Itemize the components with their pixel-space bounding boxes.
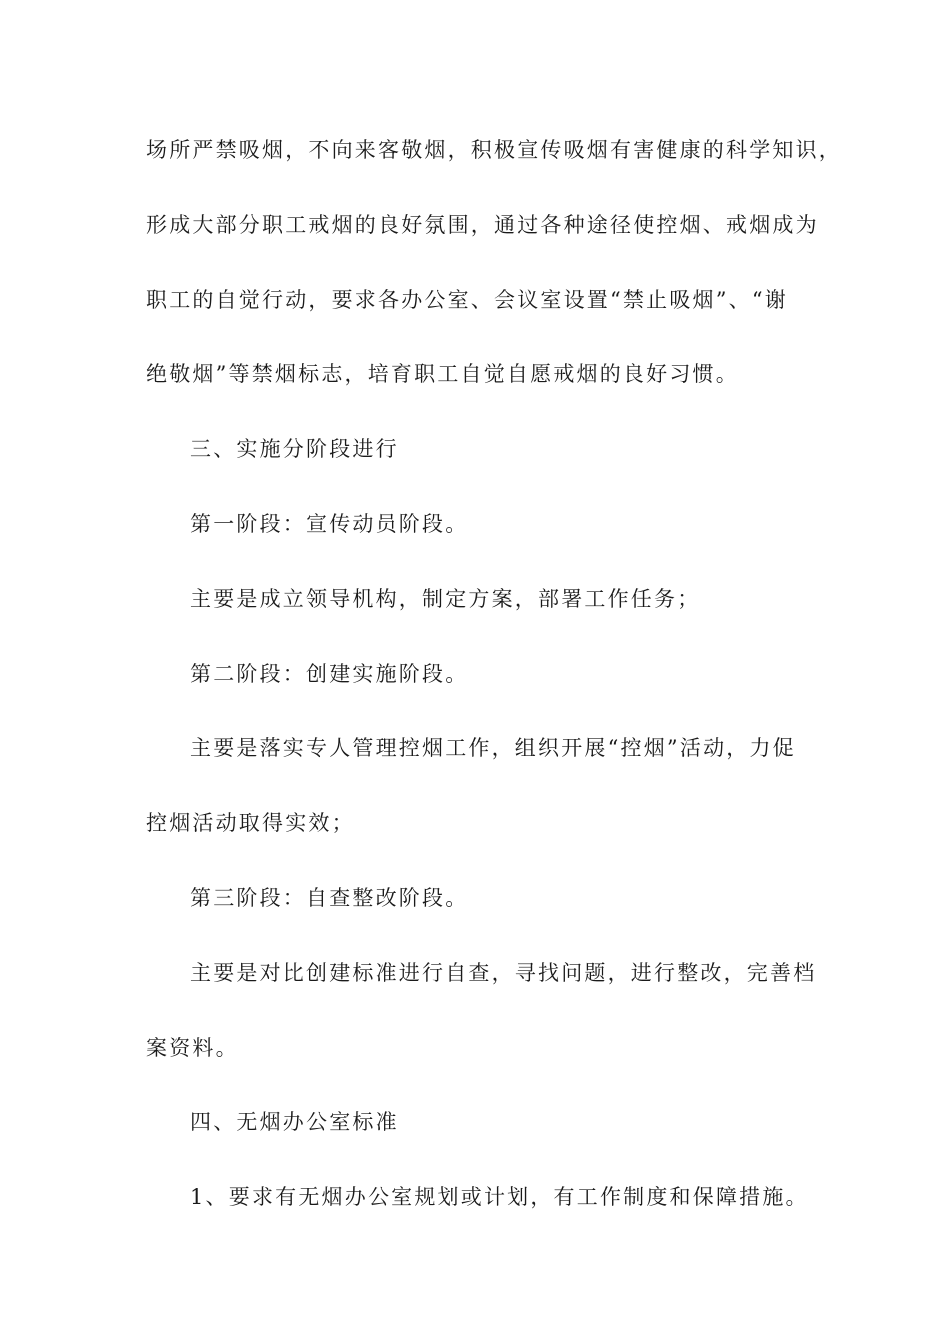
phase-title: 第三阶段：自查整改阶段。 xyxy=(190,885,469,910)
text-line: 绝敬烟”等禁烟标志，培育职工自觉自愿戒烟的良好习惯。 xyxy=(146,362,739,387)
document-body xyxy=(146,124,842,1246)
text-line: 形成大部分职工戒烟的良好氛围，通过各种途径使控烟、戒烟成为 xyxy=(146,212,819,237)
text-line: 场所严禁吸烟，不向来客敬烟，积极宣传吸烟有害健康的科学知识， xyxy=(146,138,842,162)
phase-title: 第一阶段：宣传动员阶段。 xyxy=(190,511,469,536)
text-line: 1、要求有无烟办公室规划或计划，有工作制度和保障措施。 xyxy=(190,1185,809,1210)
phase-title: 第二阶段：创建实施阶段。 xyxy=(190,661,469,686)
section-heading: 四、无烟办公室标准 xyxy=(190,1110,399,1135)
text-line: 主要是落实专人管理控烟工作，组织开展“控烟”活动，力促 xyxy=(190,736,796,761)
section-heading: 三、实施分阶段进行 xyxy=(190,437,399,462)
text-line: 案资料。 xyxy=(146,1035,239,1060)
text-line: 控烟活动取得实效； xyxy=(146,811,355,836)
text-line: 职工的自觉行动，要求各办公室、会议室设置“禁止吸烟”、“谢 xyxy=(146,287,789,312)
text-line: 主要是对比创建标准进行自查，寻找问题，进行整改，完善档 xyxy=(190,960,817,985)
text-line: 主要是成立领导机构，制定方案，部署工作任务； xyxy=(190,586,701,611)
